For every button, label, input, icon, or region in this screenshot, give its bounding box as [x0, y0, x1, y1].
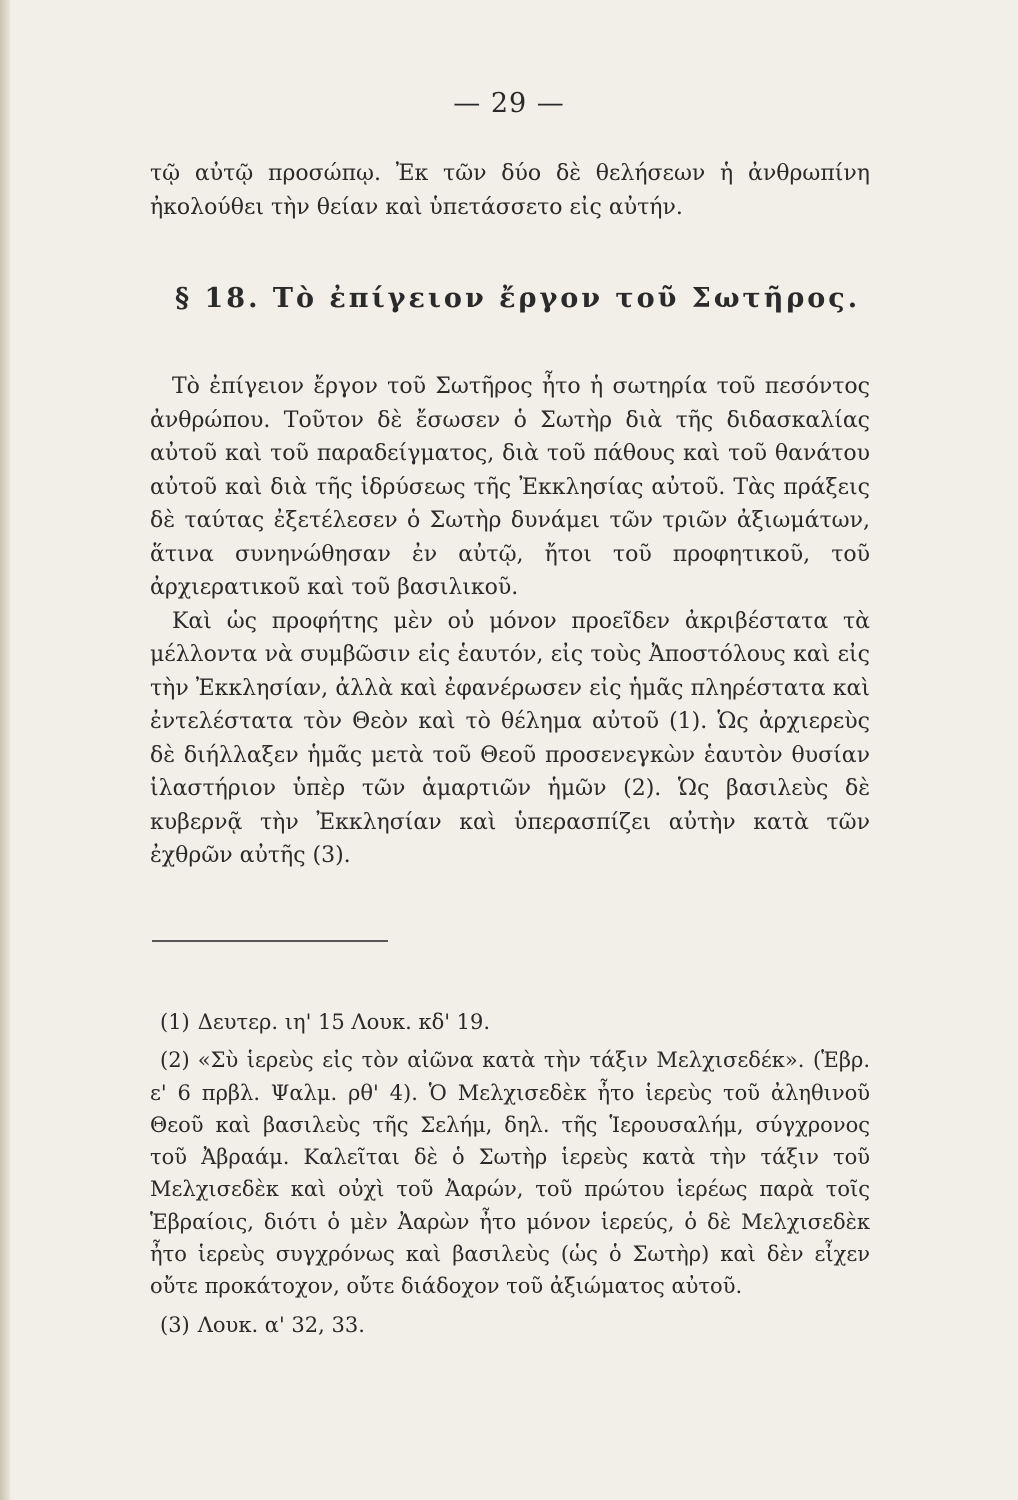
footnote-2 [150, 1044, 870, 1302]
footnotes [150, 1006, 870, 1347]
intro-paragraph [150, 157, 870, 224]
footnote-number: (1) [160, 1010, 190, 1034]
section-heading: § 18. Τὸ ἐπίγειον ἔργον τοῦ Σωτῆρος. [175, 283, 861, 314]
footnote-3 [150, 1309, 870, 1341]
footnote-text: «Σὺ ἱερεὺς εἰς τὸν αἰῶνα κατὰ τὴν τάξιν Μελχισεδέκ». (Ἑβρ. ε' 6 πρβλ. Ψαλμ. ρθ' 4). Ὁ Μελχισεδὲκ ἦτο ἱερεὺς τοῦ ἀληθινοῦ Θεοῦ καὶ βασιλεὺς τῆς Σελήμ, δηλ. τῆς Ἱερουσαλήμ, σύγχρονος τοῦ Ἀβραάμ. Καλεῖται δὲ ὁ Σωτὴρ ἱερεὺς κατὰ τὴν τάξιν τοῦ Μελχισεδὲκ καὶ οὐχὶ τοῦ Ἀαρών, τοῦ πρώτου ἱερέως παρὰ τοῖς Ἑβραίοις, διότι ὁ μὲν Ἀαρὼν ἦτο μόνον ἱερεύς, ὁ δὲ Μελχισεδὲκ ἦτο ἱερεὺς συγχρόνως καὶ βασιλεὺς (ὡς ὁ Σωτὴρ) καὶ δὲν εἶχεν οὔτε προκάτοχον, οὔτε διάδοχον τοῦ ἀξιώματος αὐτοῦ. [150, 1048, 870, 1299]
footnote-1 [150, 1006, 870, 1038]
footnote-number: (3) [160, 1312, 190, 1337]
section-body [150, 370, 870, 873]
body-paragraph-2: Καὶ ὡς προφήτης μὲν οὐ μόνον προεῖδεν ἀκριβέστατα τὰ μέλλοντα νὰ συμβῶσιν εἰς ἑαυτόν, εἰς τοὺς Ἀποστόλους καὶ εἰς τὴν Ἐκκλησίαν, ἀλλὰ καὶ ἐφανέρωσεν εἰς ἡμᾶς πληρέστατα καὶ ἐντελέστατα τὸν Θεὸν καὶ τὸ θέλημα αὐτοῦ (1). Ὡς ἀρχιερεὺς δὲ διήλλαξεν ἡμᾶς μετὰ τοῦ Θεοῦ προσενεγκὼν ἑαυτὸν θυσίαν ἱλαστήριον ὑπὲρ τῶν ἁμαρτιῶν ἡμῶν (2). Ὡς βασιλεὺς δὲ κυβερνᾷ τὴν Ἐκκλησίαν καὶ ὑπερασπίζει αὐτὴν κατὰ τῶν ἐχθρῶν αὐτῆς (3). [150, 608, 870, 868]
page-number: — 29 — [453, 88, 565, 119]
body-paragraph-1: Τὸ ἐπίγειον ἔργον τοῦ Σωτῆρος ἦτο ἡ σωτηρία τοῦ πεσόντος ἀνθρώπου. Τοῦτον δὲ ἔσωσεν ὁ Σωτὴρ διὰ τῆς διδασκαλίας αὐτοῦ καὶ τοῦ παραδείγματος, διὰ τοῦ πάθους καὶ τοῦ θανάτου αὐτοῦ καὶ διὰ τῆς ἱδρύσεως τῆς Ἐκκλησίας αὐτοῦ. Τὰς πράξεις δὲ ταύτας ἐξετέλεσεν ὁ Σωτὴρ δυνάμει τῶν τριῶν ἀξιωμάτων, ἅτινα συνηνώθησαν ἐν αὐτῷ, ἤτοι τοῦ προφητικοῦ, τοῦ ἀρχιερατικοῦ καὶ τοῦ βασιλικοῦ. [150, 374, 870, 600]
footnote-divider [152, 940, 388, 942]
intro-text: τῷ αὐτῷ προσώπῳ. Ἐκ τῶν δύο δὲ θελήσεων ἡ ἀνθρωπίνη ἠκολούθει τὴν θείαν καὶ ὑπετάσσετο εἰς αὐτήν. [150, 161, 870, 220]
footnote-text: Λουκ. α' 32, 33. [197, 1312, 365, 1337]
footnote-text: Δευτερ. ιη' 15 Λουκ. κδ' 19. [197, 1010, 491, 1034]
footnote-number: (2) [160, 1048, 190, 1073]
binding-edge [0, 0, 10, 1500]
